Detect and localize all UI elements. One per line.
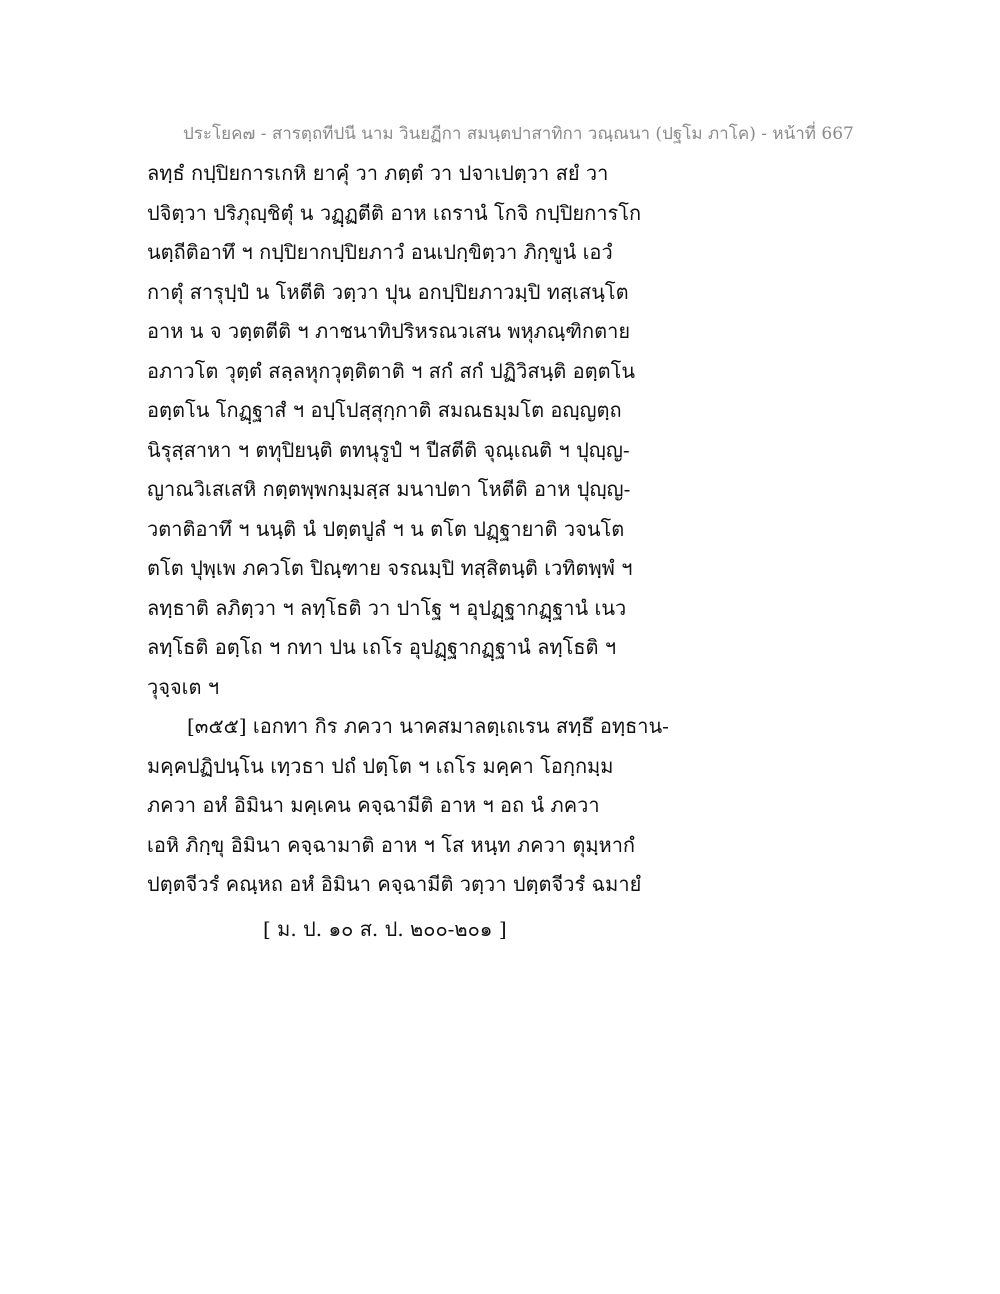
text-line: ญาณวิเสเสหิ กตฺตพฺพกมฺมสฺส มนาปตา โหตีติ อาห ปุญฺญ- (147, 477, 631, 501)
text-line: ลทฺธํ กปฺปิยการเกหิ ยาคุํ วา ภตฺตํ วา ปจาเปตฺวา สยํ วา (147, 161, 609, 185)
text-line: ลทฺโธติ อตฺโถ ฯ กทา ปน เถโร อุปฏฺฐากฏฺฐานํ ลทฺโธติ ฯ (147, 635, 617, 659)
text-line: อาห น จ วตฺตตีติ ฯ ภาชนาทิปริหรณวเสน พหุภณฺฑิกตาย (147, 319, 631, 343)
page-reference: [ ม. ป. ๑๐ ส. ป. ๒๐๐-๒๐๑ ] (263, 917, 507, 941)
text-line: มคฺคปฏิปนฺโน เทฺวธา ปถํ ปตฺโต ฯ เถโร มคฺคา โอกฺกมฺม (147, 753, 614, 778)
page-header: ประโยค๗ - สารตฺถทีปนี นาม วินยฏีกา สมนฺตปาสาทิกา วณฺณนา (ปฐโม ภาโค) - หน้าที่ 667 (183, 124, 854, 144)
text-line: นตฺถีติอาทึ ฯ กปฺปิยากปฺปิยภาวํ อนเปกฺขิตฺวา ภิกฺขูนํ เอวํ (147, 240, 613, 264)
text-line: ปตฺตจีวรํ คณฺหถ อหํ อิมินา คจฺฉามีติ วตฺวา ปตฺตจีวรํ ฉมายํ (147, 872, 642, 896)
text-line: นิรุสฺสาหา ฯ ตทุปิยนฺติ ตทนุรูปํ ฯ ปีสตีติ จุณฺเณติ ฯ ปุญฺญ- (147, 437, 630, 462)
text-line: ภควา อหํ อิมินา มคฺเคน คจฺฉามีติ อาห ฯ อถ นํ ภควา (147, 793, 600, 817)
text-line: วตาติอาทึ ฯ นนฺติ นํ ปตฺตปูลํ ฯ น ตโต ปฏฺฐายาติ วจนโต (147, 516, 625, 541)
text-line: อภาวโต วุตฺตํ สลฺลหุกวุตฺติตาติ ฯ สกํ สกํ ปฏิวิสนฺติ อตฺตโน (147, 358, 636, 383)
text-line: อตฺตโน โกฏฺฐาสํ ฯ อปฺโปสฺสุกฺกาติ สมณธมฺมโต อญฺญตฺถ (147, 398, 622, 422)
body-text (147, 154, 707, 905)
text-line: กาตุํ สารุปฺปํ น โหตีติ วตฺวา ปุน อกปฺปิยภาวมฺปิ ทสฺเสนฺโต (147, 279, 629, 304)
text-line: ลทฺธาติ ลภิตฺวา ฯ ลทฺโธติ วา ปาโฐ ฯ อุปฏฺฐากฏฺฐานํ เนว (147, 595, 627, 620)
text-line: เอหิ ภิกฺขุ อิมินา คจฺฉามาติ อาห ฯ โส หนฺท ภควา ตุมฺหากํ (147, 832, 636, 857)
paragraph-start-line: [๓๕๕] เอกทา กิร ภควา นาคสมาลตฺเถเรน สทฺธึ อทฺธาน- (187, 714, 669, 738)
text-line: วุจฺจเต ฯ (147, 674, 220, 699)
text-line: ตโต ปุพฺเพ ภควโต ปิณฺฑาย จรณมฺปิ ทสฺสิตนฺติ เวทิตพฺพํ ฯ (147, 556, 633, 580)
text-line: ปจิตฺวา ปริภุญฺชิตุํ น วฏฺฏตีติ อาห เถรานํ โกจิ กปฺปิยการโก (147, 200, 642, 225)
